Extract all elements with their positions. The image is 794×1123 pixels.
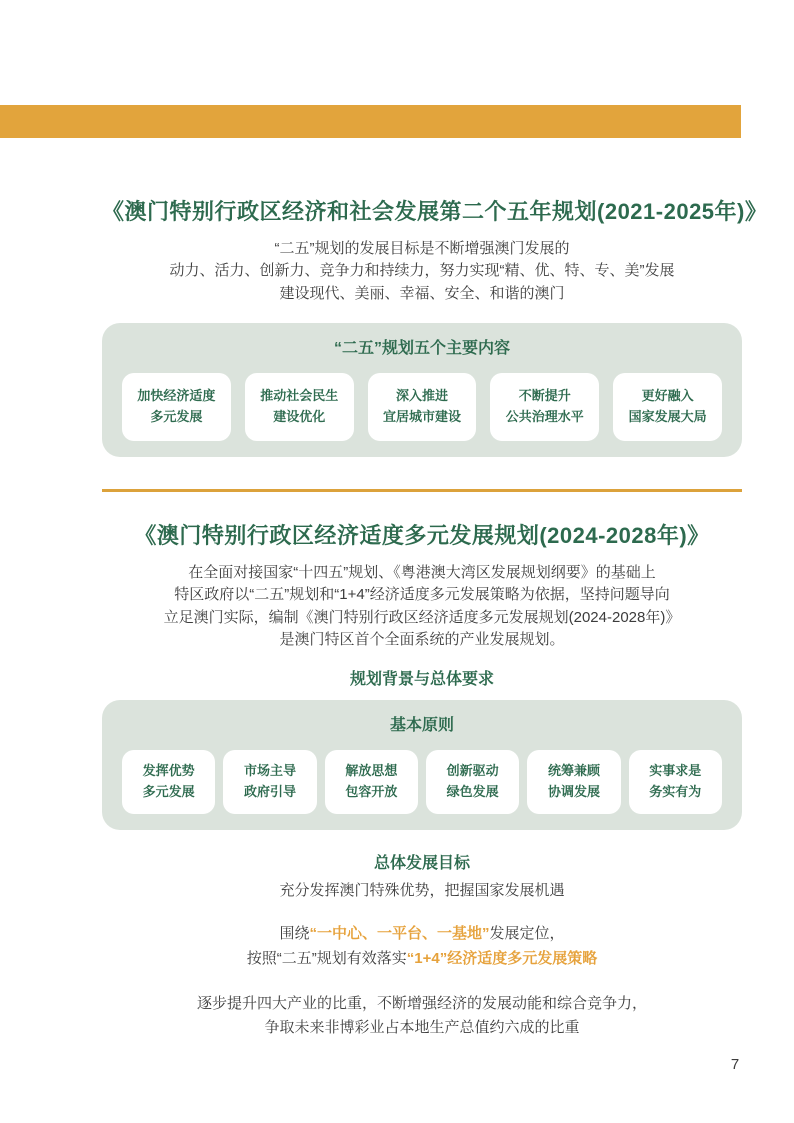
closing-line: 逐步提升四大产业的比重，不断增强经济的发展动能和综合竞争力， bbox=[196, 994, 647, 1012]
page-number: 7 bbox=[730, 1056, 740, 1073]
position-post: 发展定位， bbox=[489, 925, 565, 942]
card-line: 多元发展 bbox=[142, 783, 195, 799]
section1-title: 《澳门特别行政区经济和社会发展第二个五年规划(2021-2025年)》 bbox=[102, 199, 768, 224]
content-card bbox=[245, 373, 354, 441]
card-line: 发挥优势 bbox=[142, 762, 195, 778]
card-line: 推动社会民生 bbox=[260, 388, 339, 404]
card-line: 包容开放 bbox=[345, 783, 398, 799]
paragraph-line: “二五”规划的发展目标是不断增强澳门发展的 bbox=[274, 239, 570, 257]
paragraph-line: 立足澳门实际，编制《澳门特别行政区经济适度多元发展规划(2024-2028年)》 bbox=[163, 608, 681, 626]
background-heading: 规划背景与总体要求 bbox=[349, 670, 494, 688]
card-line: 创新驱动 bbox=[446, 762, 499, 778]
card-line: 市场主导 bbox=[243, 762, 296, 778]
content-card bbox=[613, 373, 722, 441]
closing-block bbox=[102, 992, 742, 1042]
section1-paragraph bbox=[102, 238, 742, 306]
card-line: 公共治理水平 bbox=[505, 409, 584, 424]
development-position-block bbox=[102, 922, 742, 972]
page-content bbox=[102, 138, 768, 1041]
section2-paragraph bbox=[102, 562, 742, 652]
card-line: 协调发展 bbox=[547, 783, 600, 799]
implement-line bbox=[102, 947, 742, 972]
section-divider bbox=[102, 489, 742, 492]
content-card bbox=[122, 373, 231, 441]
basic-principles-box bbox=[102, 700, 742, 830]
card-line: 解放思想 bbox=[345, 762, 398, 778]
principle-card bbox=[426, 750, 519, 814]
paragraph-line: 动力、活力、创新力、竞争力和持续力，努力实现“精、优、特、专、美”发展 bbox=[169, 262, 675, 279]
principle-card bbox=[223, 750, 316, 814]
section2-title: 《澳门特别行政区经济适度多元发展规划(2024-2028年)》 bbox=[134, 523, 710, 548]
five-contents-box bbox=[102, 323, 742, 457]
paragraph-line: 在全面对接国家“十四五”规划、《粤港澳大湾区发展规划纲要》的基础上 bbox=[188, 563, 656, 581]
overall-goal-heading: 总体发展目标 bbox=[373, 854, 470, 872]
card-line: 加快经济适度 bbox=[137, 388, 216, 404]
closing-line: 争取未来非博彩业占本地生产总值约六成的比重 bbox=[264, 1019, 580, 1037]
card-line: 宜居城市建设 bbox=[382, 409, 461, 424]
principle-card bbox=[629, 750, 722, 814]
content-card bbox=[490, 373, 599, 441]
five-contents-heading: “二五”规划五个主要内容 bbox=[333, 340, 510, 357]
card-line: 政府引导 bbox=[243, 783, 296, 799]
principle-card bbox=[122, 750, 215, 814]
implement-highlight: “1+4”经济适度多元发展策略 bbox=[406, 949, 598, 967]
position-pre: 围绕 bbox=[279, 925, 310, 942]
card-line: 深入推进 bbox=[395, 388, 448, 404]
paragraph-line: 是澳门特区首个全面系统的产业发展规划。 bbox=[279, 631, 565, 648]
implement-pre: 按照“二五”规划有效落实 bbox=[246, 949, 407, 967]
overall-goal-line: 充分发挥澳门特殊优势，把握国家发展机遇 bbox=[279, 881, 565, 899]
card-line: 实事求是 bbox=[649, 762, 702, 778]
content-card bbox=[368, 373, 477, 441]
paragraph-line: 建设现代、美丽、幸福、安全、和谐的澳门 bbox=[279, 284, 565, 302]
position-highlight: “一中心、一平台、一基地” bbox=[309, 925, 490, 942]
card-line: 绿色发展 bbox=[446, 783, 499, 799]
paragraph-line: 特区政府以“二五”规划和“1+4”经济适度多元发展策略为依据，坚持问题导向 bbox=[174, 586, 670, 603]
card-line: 务实有为 bbox=[649, 783, 702, 799]
card-line: 统筹兼顾 bbox=[547, 762, 600, 778]
card-line: 不断提升 bbox=[518, 388, 571, 404]
basic-principles-heading: 基本原则 bbox=[389, 716, 454, 734]
card-line: 建设优化 bbox=[273, 409, 326, 424]
card-line: 国家发展大局 bbox=[628, 409, 707, 424]
principle-card bbox=[325, 750, 418, 814]
principle-card bbox=[527, 750, 620, 814]
card-line: 更好融入 bbox=[641, 388, 694, 404]
position-line bbox=[102, 922, 742, 947]
five-contents-card-row bbox=[122, 373, 722, 441]
basic-principles-card-row bbox=[122, 750, 722, 814]
card-line: 多元发展 bbox=[150, 409, 203, 424]
accent-bar bbox=[0, 105, 741, 138]
